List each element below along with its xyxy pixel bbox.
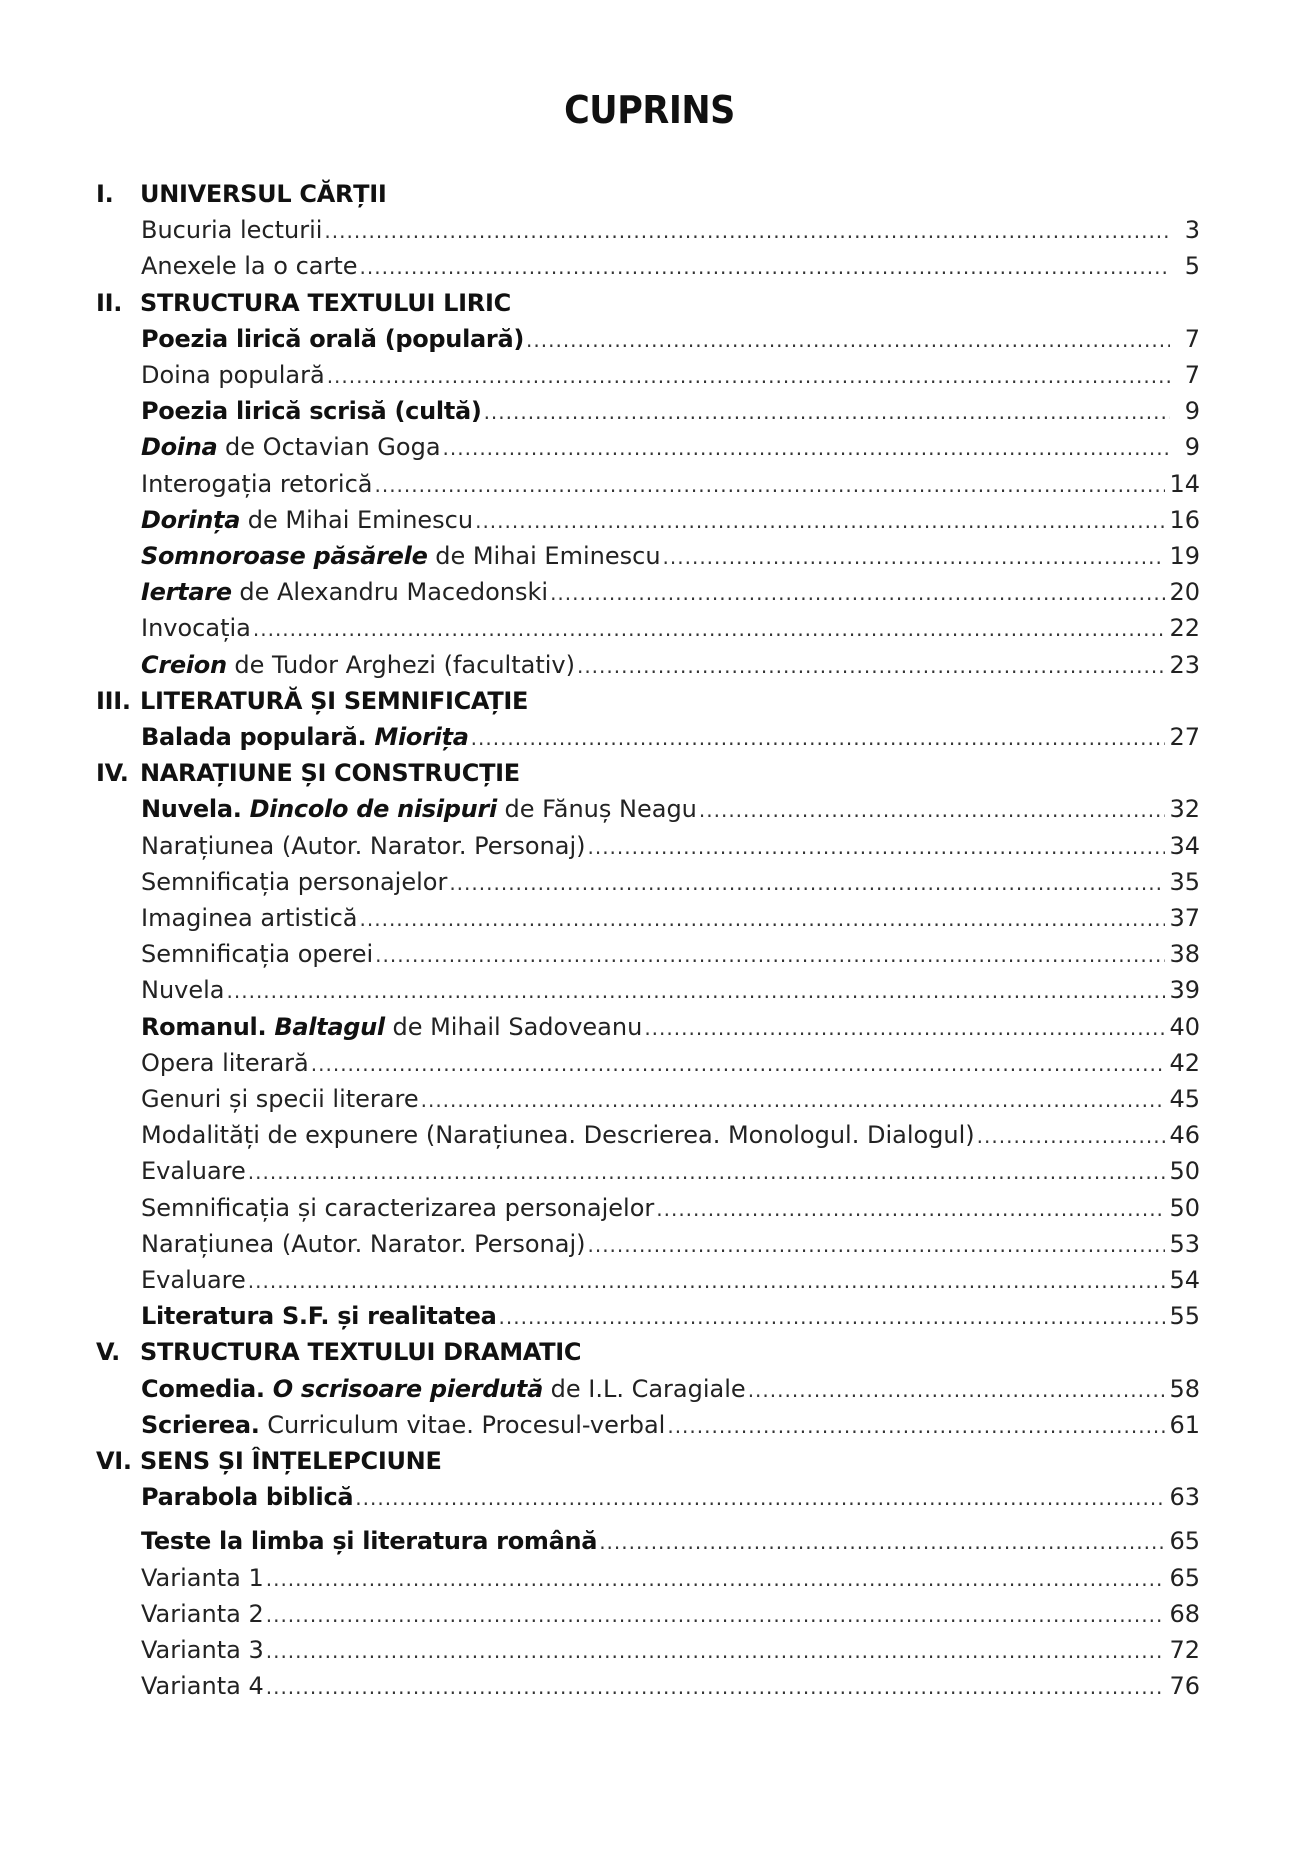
toc-entry: [141, 574, 1200, 610]
page-number: 37: [1169, 904, 1200, 932]
page-number: 34: [1169, 832, 1200, 860]
toc-entry-label: [141, 1262, 246, 1298]
toc-entry: [141, 466, 1200, 502]
entry-text: Semnificația și caracterizarea personajelor: [141, 1194, 655, 1222]
section-title: NARAȚIUNE ȘI CONSTRUCȚIE: [140, 759, 520, 787]
section-number: IV.: [96, 759, 129, 787]
toc-entry-label: [141, 791, 697, 827]
page-number: 35: [1169, 868, 1200, 896]
section-title: SENS ȘI ÎNȚELEPCIUNE: [140, 1447, 442, 1475]
work-title: Dincolo de nisipuri: [249, 795, 497, 823]
entry-heading: Comedia.: [141, 1375, 273, 1403]
entry-text: de I.L. Caragiale: [543, 1375, 746, 1403]
toc-entry: [141, 864, 1200, 900]
dot-leader: [375, 937, 1165, 973]
entry-text: de Mihai Eminescu: [240, 506, 474, 534]
page-number: 40: [1169, 1013, 1200, 1041]
page-number: 50: [1169, 1194, 1200, 1222]
entry-text: Varianta 2: [141, 1600, 264, 1628]
dot-leader: [663, 539, 1166, 575]
toc-entry-label: [141, 574, 548, 610]
page-number: 65: [1169, 1527, 1200, 1555]
dot-leader: [266, 1597, 1166, 1633]
entry-heading: Parabola biblică: [141, 1483, 354, 1511]
toc-entry-label: [141, 864, 447, 900]
entry-text: Narațiunea (Autor. Narator. Personaj): [141, 832, 586, 860]
entry-heading: Literatura S.F. și realitatea: [141, 1302, 497, 1330]
page-number: 16: [1169, 506, 1200, 534]
work-title: Creion: [141, 651, 227, 679]
toc-entry: [141, 900, 1200, 936]
dot-leader: [374, 467, 1165, 503]
page-number: 7: [1184, 325, 1200, 353]
page-number: 76: [1169, 1672, 1200, 1700]
toc-entry: [141, 212, 1200, 248]
toc-entry-label: [141, 1479, 353, 1515]
section-title: LITERATURĂ ȘI SEMNIFICAȚIE: [140, 687, 529, 715]
entry-heading: Romanul.: [141, 1013, 275, 1041]
toc-entry: [141, 1081, 1200, 1117]
dot-leader: [644, 1010, 1165, 1046]
entry-text: Evaluare: [141, 1266, 246, 1294]
dot-leader: [360, 901, 1166, 937]
toc-section-heading: [96, 285, 1196, 321]
dot-leader: [421, 1082, 1166, 1118]
toc-entry-label: [141, 1668, 264, 1704]
work-title: Baltagul: [274, 1013, 385, 1041]
entry-text: Doina populară: [141, 361, 325, 389]
page-number: 63: [1169, 1483, 1200, 1511]
toc-entry: [141, 357, 1200, 393]
toc-entry: [141, 791, 1200, 827]
section-number: V.: [96, 1338, 120, 1366]
entry-text: Evaluare: [141, 1157, 246, 1185]
dot-leader: [443, 430, 1170, 466]
entry-text: de Octavian Goga: [217, 433, 441, 461]
dot-leader: [667, 1408, 1165, 1444]
toc-entry: [141, 1407, 1200, 1443]
dot-leader: [526, 322, 1170, 358]
toc-entry: [141, 321, 1200, 357]
toc-entry: [141, 1560, 1200, 1596]
dot-leader: [227, 973, 1166, 1009]
toc-entry: [141, 429, 1200, 465]
toc-entry: [141, 393, 1200, 429]
toc-entry: [141, 828, 1200, 864]
dot-leader: [484, 394, 1170, 430]
page-title: CUPRINS: [564, 88, 735, 132]
entry-text: de Mihail Sadoveanu: [384, 1013, 643, 1041]
toc-section-heading: [96, 176, 1196, 212]
page-number: 72: [1169, 1636, 1200, 1664]
dot-leader: [656, 1191, 1165, 1227]
entry-text: Narațiunea (Autor. Narator. Personaj): [141, 1230, 586, 1258]
toc-entry-label: [141, 1009, 642, 1045]
dot-leader: [577, 648, 1165, 684]
dot-leader: [587, 829, 1165, 865]
page-number: 23: [1169, 651, 1200, 679]
dot-leader: [550, 575, 1165, 611]
toc-entry-label: [141, 647, 575, 683]
entry-text: Semnificația operei: [141, 940, 374, 968]
toc-entry-label: [141, 466, 372, 502]
toc-entry: [141, 1190, 1200, 1226]
toc-entry-label: [141, 936, 373, 972]
dot-leader: [748, 1372, 1166, 1408]
toc-entry-label: [141, 1371, 746, 1407]
dot-leader: [324, 213, 1170, 249]
toc-entry: [141, 1668, 1200, 1704]
dot-leader: [499, 1299, 1166, 1335]
toc-section-heading: [96, 1443, 1196, 1479]
section-number: I.: [96, 180, 114, 208]
toc-entry: [141, 1262, 1200, 1298]
toc-entry-label: [141, 972, 225, 1008]
page-number: 38: [1169, 940, 1200, 968]
toc-entry: [141, 1117, 1200, 1153]
toc-section-heading: [96, 1334, 1196, 1370]
toc-entry: [141, 719, 1200, 755]
entry-text: Curriculum vitae. Procesul-verbal: [259, 1411, 666, 1439]
entry-heading: Nuvela.: [141, 795, 250, 823]
dot-leader: [977, 1118, 1166, 1154]
toc-entry-label: [141, 502, 473, 538]
toc-entry-label: [141, 1523, 597, 1559]
page-number: 7: [1184, 361, 1200, 389]
entry-text: Varianta 1: [141, 1564, 264, 1592]
page-number: 45: [1169, 1085, 1200, 1113]
page-number: 9: [1184, 397, 1200, 425]
page-number: 50: [1169, 1157, 1200, 1185]
section-number: VI.: [96, 1447, 132, 1475]
toc-entry: [141, 936, 1200, 972]
entry-text: Modalități de expunere (Narațiunea. Descrierea. Monologul. Dialogul): [141, 1121, 975, 1149]
page-number: 42: [1169, 1049, 1200, 1077]
dot-leader: [587, 1227, 1165, 1263]
entry-text: Interogația retorică: [141, 470, 373, 498]
entry-text: Semnificația personajelor: [141, 868, 448, 896]
section-title: STRUCTURA TEXTULUI DRAMATIC: [140, 1338, 582, 1366]
toc-entry-label: [141, 393, 482, 429]
page-number: 55: [1169, 1302, 1200, 1330]
page-number: 14: [1169, 470, 1200, 498]
entry-text: de Tudor Arghezi (facultativ): [226, 651, 575, 679]
section-title: STRUCTURA TEXTULUI LIRIC: [140, 289, 511, 317]
toc-entry-label: [141, 1190, 654, 1226]
entry-text: de Fănuș Neagu: [496, 795, 697, 823]
page-number: 32: [1169, 795, 1200, 823]
entry-text: Invocația: [141, 614, 251, 642]
work-title: O scrisoare pierdută: [272, 1375, 543, 1403]
page-number: 65: [1169, 1564, 1200, 1592]
toc-entry: [141, 1298, 1200, 1334]
entry-text: Bucuria lecturii: [141, 216, 323, 244]
toc-entry-label: [141, 1298, 497, 1334]
toc-entry-label: [141, 1226, 585, 1262]
toc-entry-label: [141, 1596, 264, 1632]
toc-entry-label: [141, 1045, 309, 1081]
entry-text: Varianta 4: [141, 1672, 264, 1700]
toc-section-heading: [96, 683, 1196, 719]
toc-entry: [141, 647, 1200, 683]
dot-leader: [699, 792, 1166, 828]
toc-section-heading: [96, 755, 1196, 791]
page-number: 53: [1169, 1230, 1200, 1258]
dot-leader: [471, 720, 1166, 756]
dot-leader: [266, 1633, 1166, 1669]
entry-heading: Scrierea.: [141, 1411, 260, 1439]
dot-leader: [311, 1046, 1166, 1082]
toc-entry-label: [141, 538, 661, 574]
toc-entry-label: [141, 828, 585, 864]
dot-leader: [475, 503, 1165, 539]
dot-leader: [355, 1480, 1165, 1516]
page-number: 54: [1169, 1266, 1200, 1294]
entry-text: Anexele la o carte: [141, 252, 358, 280]
work-title: Iertare: [141, 578, 232, 606]
toc-entry-label: [141, 429, 441, 465]
entry-text: de Alexandru Macedonski: [231, 578, 549, 606]
dot-leader: [360, 249, 1170, 285]
entry-text: de Mihai Eminescu: [427, 542, 661, 570]
dot-leader: [266, 1561, 1166, 1597]
page-number: 27: [1169, 723, 1200, 751]
toc-entry-label: [141, 1081, 419, 1117]
toc-entry-label: [141, 719, 469, 755]
work-title: Somnoroase păsărele: [141, 542, 428, 570]
toc-entry: [141, 1632, 1200, 1668]
page-number: 68: [1169, 1600, 1200, 1628]
page-number: 22: [1169, 614, 1200, 642]
toc-entry: [141, 972, 1200, 1008]
section-number: III.: [96, 687, 131, 715]
toc-entry: [141, 1009, 1200, 1045]
toc-entry-label: [141, 212, 322, 248]
dot-leader: [253, 611, 1166, 647]
toc-entry-label: [141, 1560, 264, 1596]
entry-text: Opera literară: [141, 1049, 309, 1077]
dot-leader: [327, 358, 1170, 394]
toc-entry-label: [141, 1407, 665, 1443]
entry-heading: Teste la limba și literatura română: [141, 1527, 598, 1555]
page-number: 46: [1169, 1121, 1200, 1149]
toc-entry-label: [141, 1117, 975, 1153]
work-title: Miorița: [374, 723, 469, 751]
toc-entry: [141, 1596, 1200, 1632]
work-title: Doina: [141, 433, 218, 461]
toc-entry-label: [141, 357, 325, 393]
dot-leader: [266, 1669, 1166, 1705]
dot-leader: [449, 865, 1165, 901]
entry-heading: Balada populară.: [141, 723, 375, 751]
toc-entry-label: [141, 610, 251, 646]
dot-leader: [248, 1154, 1166, 1190]
toc-entry: [141, 610, 1200, 646]
toc-entry-label: [141, 900, 358, 936]
page-number: 9: [1184, 433, 1200, 461]
work-title: Dorința: [141, 506, 241, 534]
toc-entry-label: [141, 321, 524, 357]
toc-entry-label: [141, 1153, 246, 1189]
toc-entry: [141, 1153, 1200, 1189]
dot-leader: [248, 1263, 1166, 1299]
toc-entry: [141, 1045, 1200, 1081]
dot-leader: [599, 1524, 1165, 1560]
page-number: 5: [1184, 252, 1200, 280]
toc-entry: [141, 1479, 1200, 1515]
page-number: 19: [1169, 542, 1200, 570]
toc-entry: [141, 538, 1200, 574]
entry-heading: Poezia lirică orală (populară): [141, 325, 525, 353]
page-number: 39: [1169, 976, 1200, 1004]
page-number: 61: [1169, 1411, 1200, 1439]
page-number: 3: [1184, 216, 1200, 244]
toc-entry-label: [141, 248, 358, 284]
toc-entry-label: [141, 1632, 264, 1668]
toc-entry: [141, 248, 1200, 284]
section-title: UNIVERSUL CĂRȚII: [140, 180, 387, 208]
toc-entry: [141, 502, 1200, 538]
entry-text: Nuvela: [141, 976, 225, 1004]
entry-heading: Poezia lirică scrisă (cultă): [141, 397, 482, 425]
page-number: 20: [1169, 578, 1200, 606]
entry-text: Genuri și specii literare: [141, 1085, 419, 1113]
section-number: II.: [96, 289, 123, 317]
toc-entry: [141, 1371, 1200, 1407]
page-number: 58: [1169, 1375, 1200, 1403]
entry-text: Imaginea artistică: [141, 904, 358, 932]
toc-entry: [141, 1523, 1200, 1559]
entry-text: Varianta 3: [141, 1636, 264, 1664]
toc-entry: [141, 1226, 1200, 1262]
